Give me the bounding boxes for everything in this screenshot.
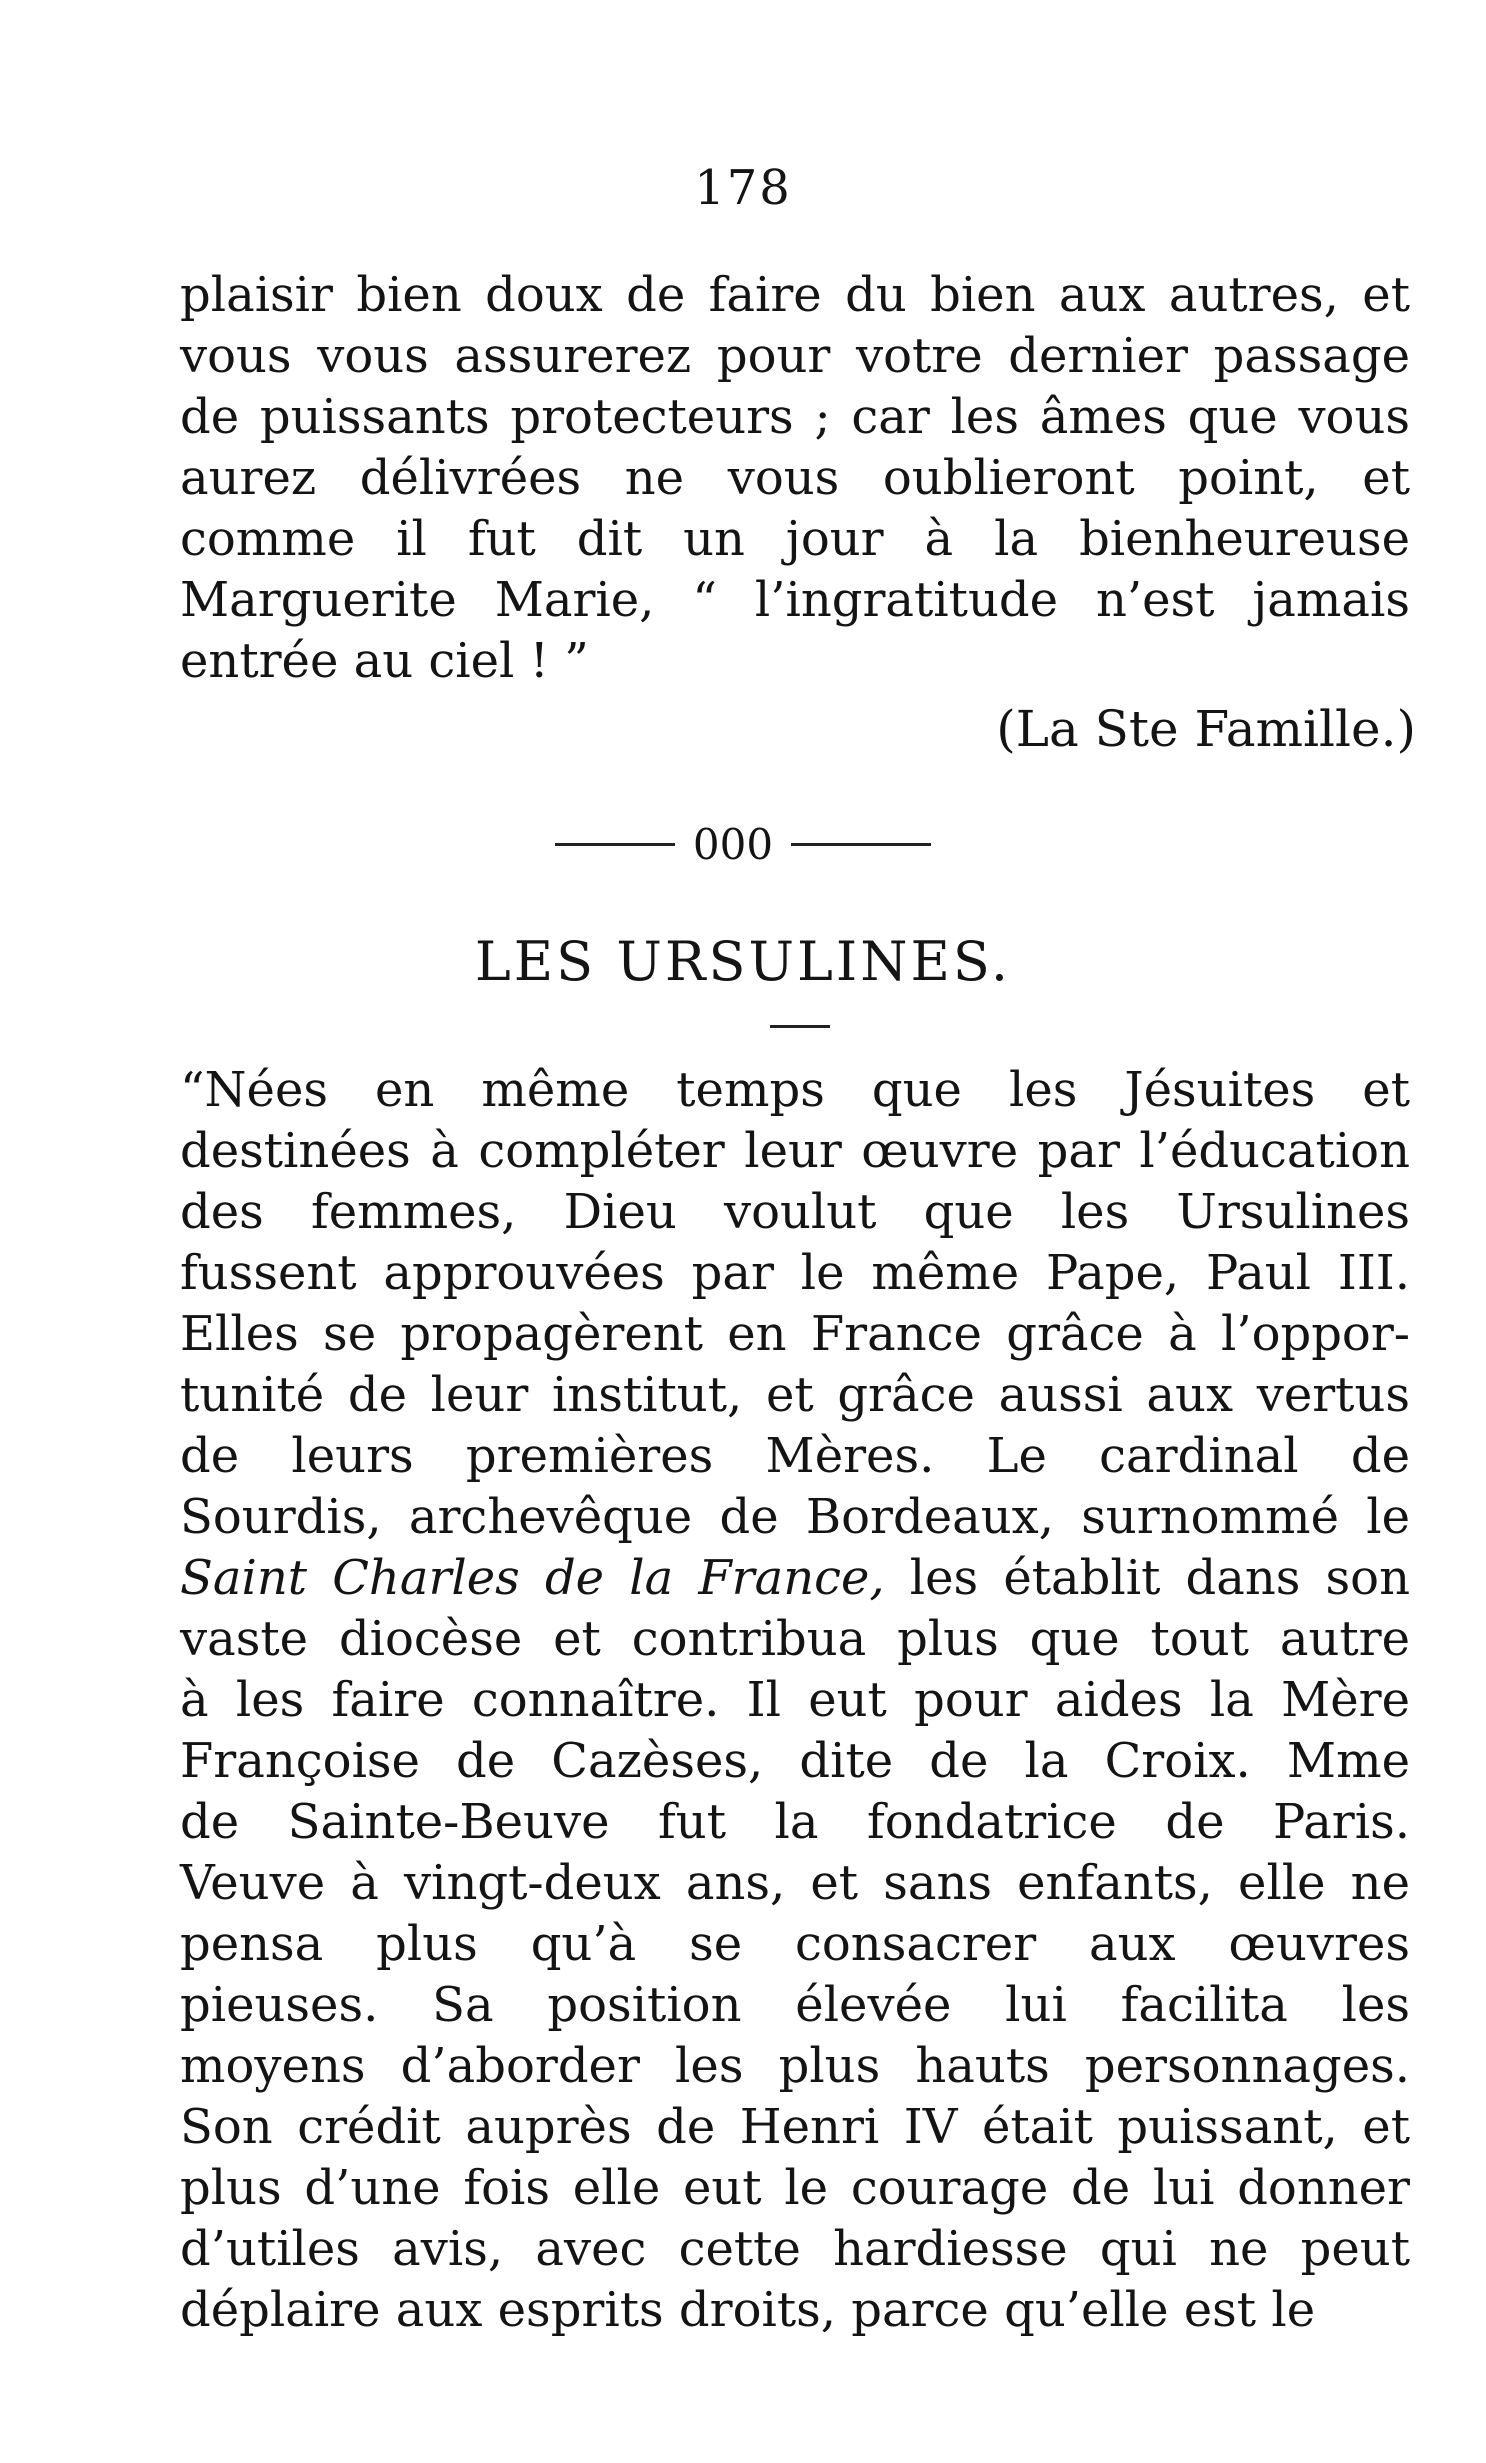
divider-ornament: 000 [692, 820, 774, 869]
text-line: Elles se propagèrent en France grâce à l’oppor- [180, 1306, 1410, 1362]
text-line: entrée au ciel ! ” [180, 633, 589, 689]
section-title: LES URSULINES. [474, 930, 1012, 993]
text-line: de Sainte-Beuve fut la fondatrice de Paris. [180, 1794, 1410, 1850]
section-divider [0, 820, 1486, 869]
text-line: aurez délivrées ne vous oublieront point, et [180, 450, 1410, 506]
source-citation: (La Ste Famille.) [996, 700, 1416, 758]
text-line: à les faire connaître. Il eut pour aides la Mère [180, 1672, 1410, 1728]
divider-rule-left [555, 843, 675, 846]
text-line: destinées à compléter leur œuvre par l’éducation [180, 1123, 1410, 1179]
text-line: des femmes, Dieu voulut que les Ursulines [180, 1184, 1410, 1240]
text-line: comme il fut dit un jour à la bienheureuse [180, 511, 1410, 567]
text-line: de leurs premières Mères. Le cardinal de [180, 1428, 1410, 1484]
text-line: vaste diocèse et contribua plus que tout autre [180, 1611, 1410, 1667]
text-line: Françoise de Cazèses, dite de la Croix. Mme [180, 1733, 1410, 1789]
text-line: de puissants protecteurs ; car les âmes que vous [180, 389, 1410, 445]
text-line: plus d’une fois elle eut le courage de lui donner [180, 2160, 1410, 2216]
text-line: d’utiles avis, avec cette hardiesse qui ne peut [180, 2221, 1410, 2277]
text-line: pieuses. Sa position élevée lui facilita les [180, 1977, 1410, 2033]
text-line: “Nées en même temps que les Jésuites et [180, 1062, 1410, 1118]
text-line: fussent approuvées par le même Pape, Paul III. [180, 1245, 1410, 1301]
text-line: déplaire aux esprits droits, parce qu’elle est le [180, 2282, 1316, 2338]
text-line: Sourdis, archevêque de Bordeaux, surnommé le [180, 1489, 1410, 1545]
text-line: Son crédit auprès de Henri IV était puissant, et [180, 2099, 1410, 2155]
text-line: moyens d’aborder les plus hauts personnages. [180, 2038, 1410, 2094]
text-line: Saint Charles de la France, les établit dans son [180, 1550, 1410, 1606]
text-line: tunité de leur institut, et grâce aussi aux vertus [180, 1367, 1410, 1423]
text-line: pensa plus qu’à se consacrer aux œuvres [180, 1916, 1410, 1972]
title-underline-rule [770, 1025, 830, 1028]
text-line: plaisir bien doux de faire du bien aux autres, et [180, 267, 1410, 323]
top-paragraph [180, 265, 1410, 692]
text-line: Marguerite Marie, “ l’ingratitude n’est jamais [180, 572, 1410, 628]
section-body [180, 1060, 1410, 2341]
text-line: vous vous assurerez pour votre dernier passage [180, 328, 1410, 384]
page-number: 178 [694, 160, 792, 216]
divider-rule-right [791, 843, 931, 846]
text-line: Veuve à vingt-deux ans, et sans enfants, elle ne [180, 1855, 1410, 1911]
